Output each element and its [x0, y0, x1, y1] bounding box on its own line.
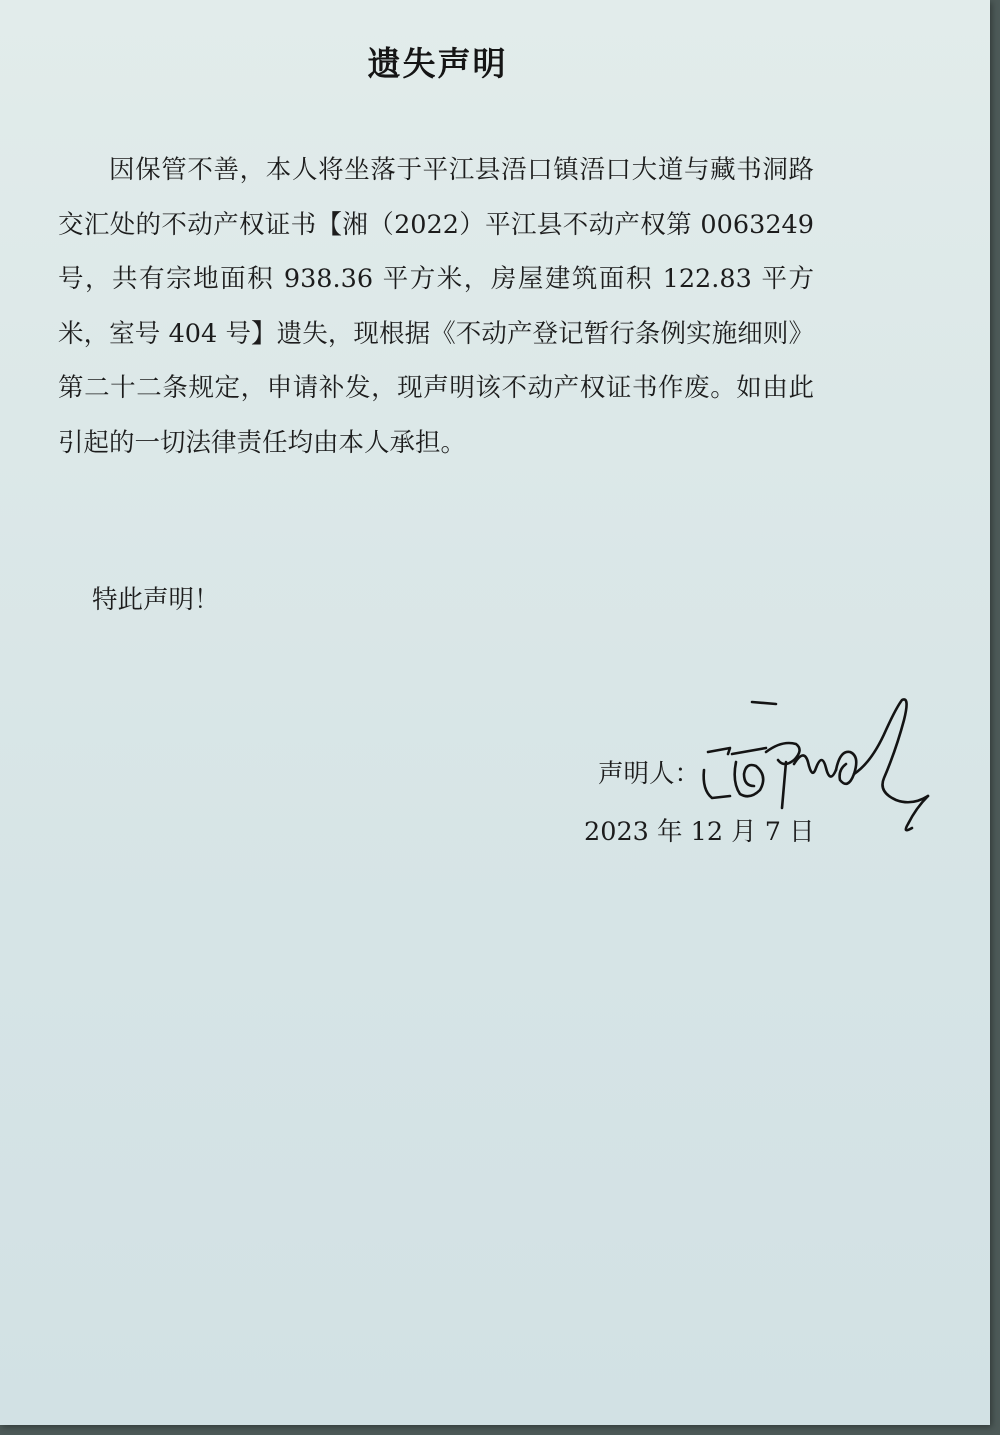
document-title: 遗失声明	[367, 44, 508, 83]
statement-body: 因保管不善，本人将坐落于平江县浯口镇浯口大道与藏书洞路交汇处的不动产权证书【湘（2022）平江县不动产权第 0063249 号，共有宗地面积 938.36 平方米，房屋建筑面积 122.83 平方米，室号 404 号】遗失，现根据《不动产登记暂行条例实施细则》第二十二条规定，申请补发，现声明该不动产权证书作废。如由此引起的一切法律责任均由本人承担。	[58, 155, 814, 458]
declarant-label: 声明人：	[598, 759, 701, 789]
signing-date: 2023 年 12 月 7 日	[584, 817, 815, 847]
closing-remark: 特此声明！	[92, 585, 220, 615]
